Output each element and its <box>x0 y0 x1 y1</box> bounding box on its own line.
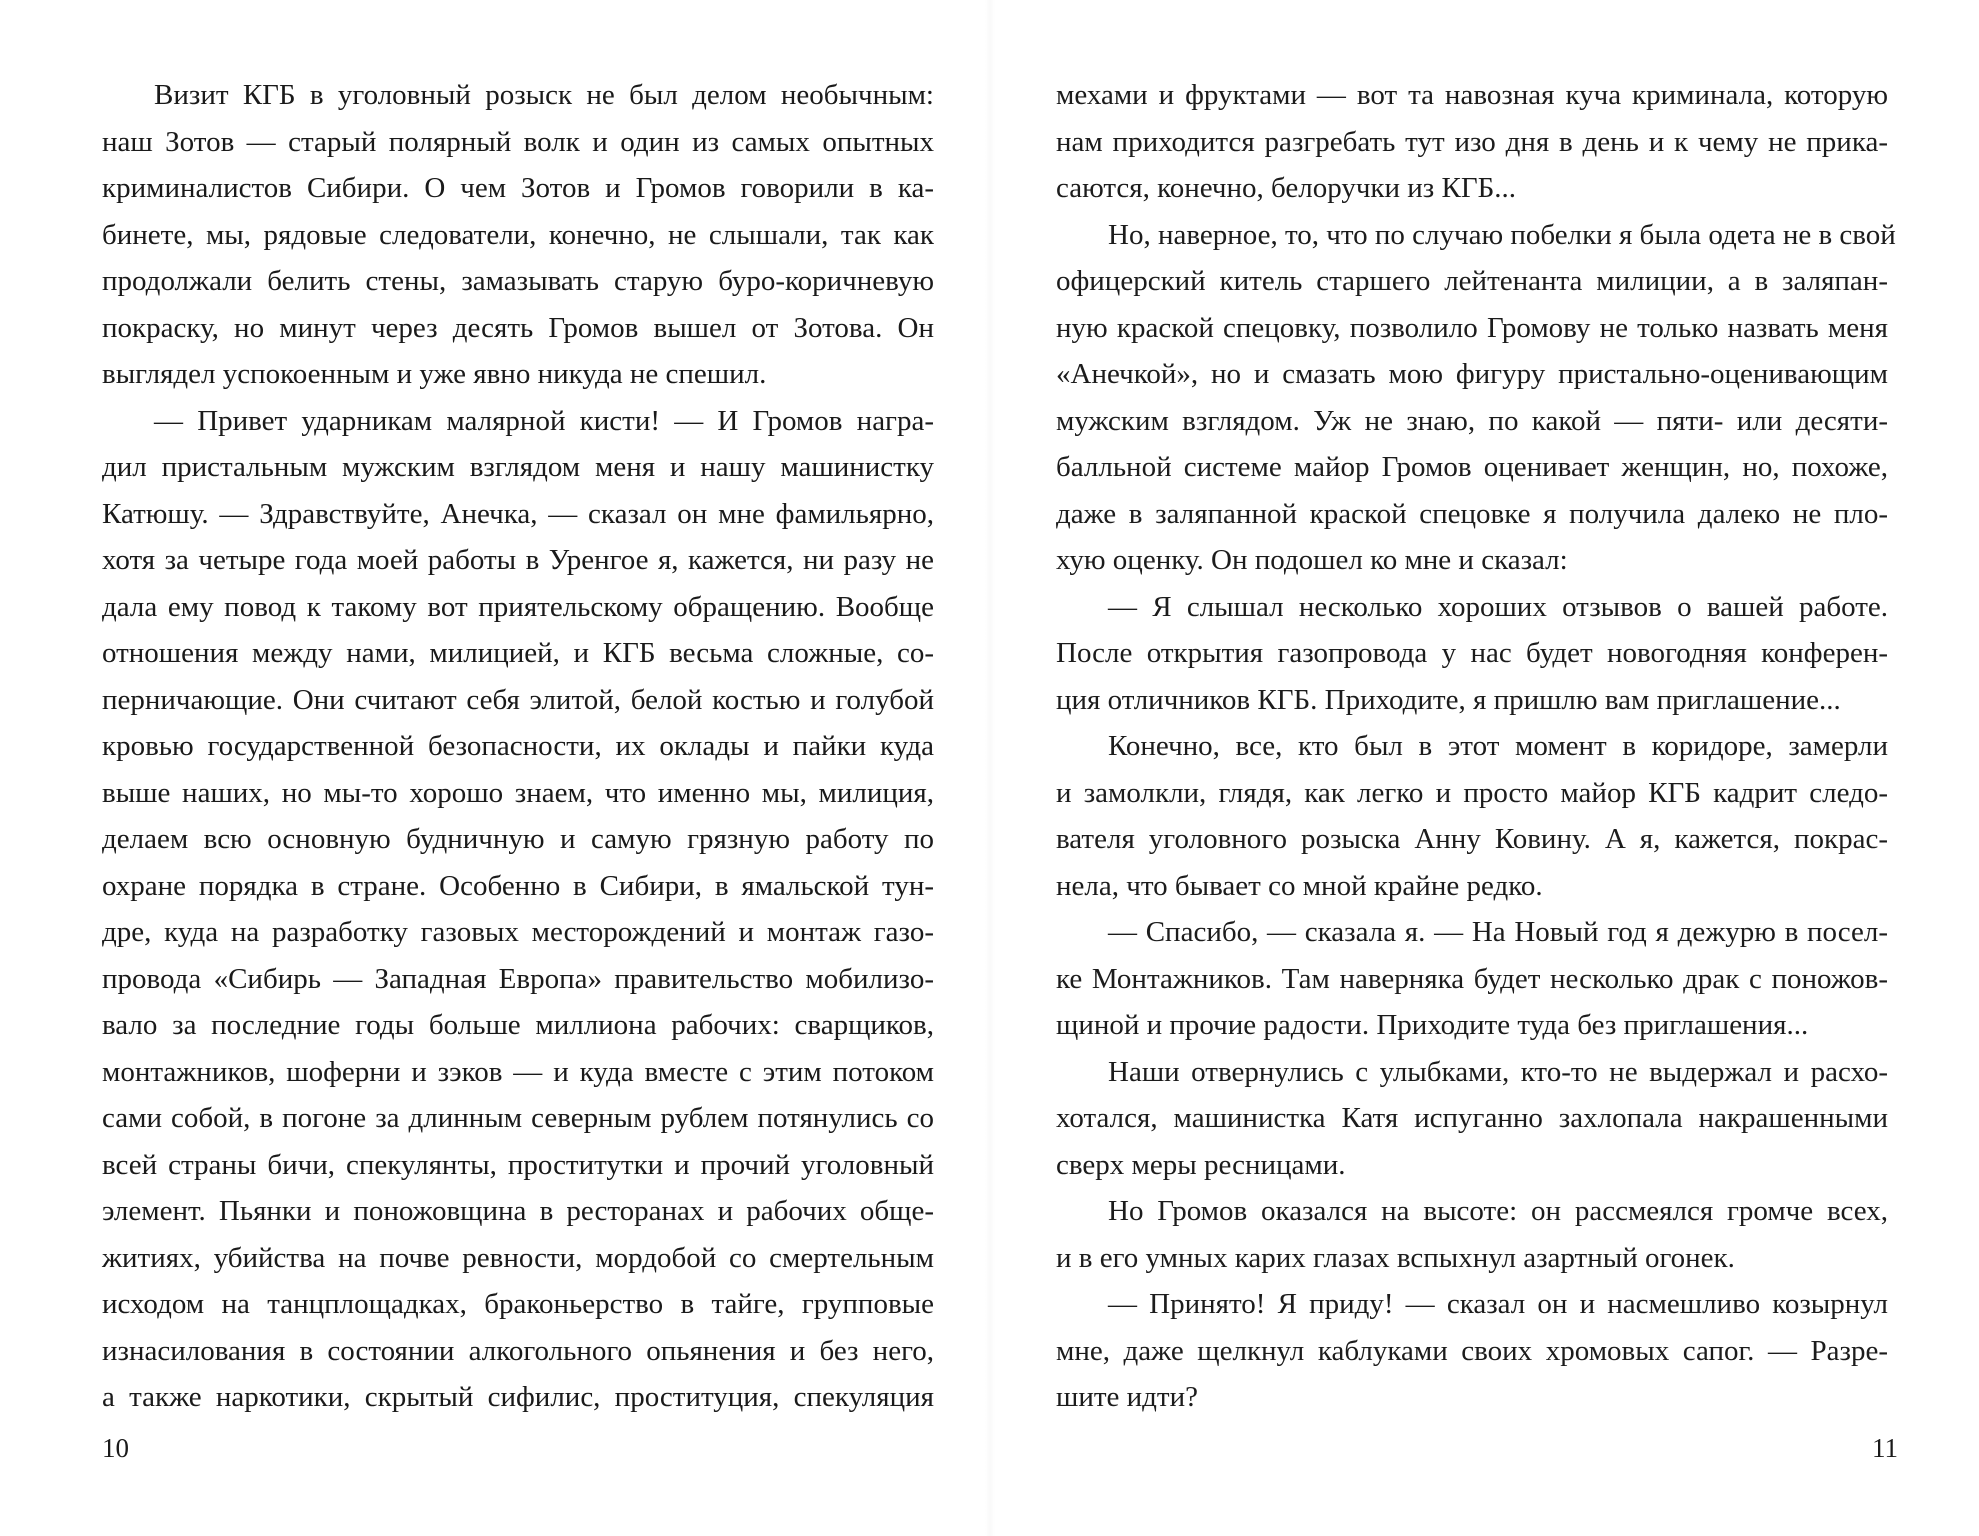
text-line: вателя уголовного розыска Анну Ковину. А я, кажется, покрас- <box>1056 823 1888 855</box>
text-line: мехами и фруктами — вот та навозная куча криминала, которую <box>1056 79 1888 111</box>
text-line: дил пристальным мужским взглядом меня и нашу машинистку <box>102 451 934 483</box>
right-page <box>1056 72 1896 1421</box>
text-line: кровью государственной безопасности, их оклады и пайки куда <box>102 730 934 762</box>
text-line: а также наркотики, скрытый сифилис, проституция, спекуляция <box>102 1381 934 1413</box>
text-line: исходом на танцплощадках, браконьерство в тайге, групповые <box>102 1288 934 1320</box>
text-line: дре, куда на разработку газовых месторождений и монтаж газо- <box>102 916 934 948</box>
text-line: мужским взглядом. Уж не знаю, по какой — пяти- или десяти- <box>1056 404 1888 437</box>
text-line: перничающие. Они считают себя элитой, белой костью и голубой <box>102 683 934 716</box>
page-number-left: 10 <box>102 1433 129 1463</box>
text-line: нам приходится разгребать тут изо дня в день и к чему не прика- <box>1056 125 1888 158</box>
text-line: изнасилования в состоянии алкогольного опьянения и без него, <box>102 1334 934 1367</box>
text-line: саются, конечно, белоручки из КГБ... <box>1056 172 1517 204</box>
text-line: всей страны бичи, спекулянты, проститутки и прочий уголовный <box>102 1148 934 1181</box>
left-page <box>102 72 934 1421</box>
text-line: элемент. Пьянки и поножовщина в ресторанах и рабочих обще- <box>102 1195 934 1227</box>
text-line: провода «Сибирь — Западная Европа» правительство мобилизо- <box>102 962 934 995</box>
text-line: Катюшу. — Здравствуйте, Анечка, — сказал он мне фамильярно, <box>102 497 934 530</box>
text-line: щиной и прочие радости. Приходите туда без приглашения... <box>1056 1009 1809 1041</box>
page-number-right: 11 <box>1872 1433 1898 1463</box>
text-line: хотя за четыре года моей работы в Уренгое я, кажется, ни разу не <box>102 544 934 576</box>
text-line: монтажников, шоферни и зэков — и куда вместе с этим потоком <box>102 1055 934 1088</box>
text-line: охране порядка в стране. Особенно в Сибири, в ямальской тун- <box>102 869 934 902</box>
text-line: шите идти? <box>1056 1381 1198 1413</box>
text-line: хотался, машинистка Катя испуганно захлопала накрашенными <box>1056 1102 1888 1134</box>
text-line: Наши отвернулись с улыбками, кто-то не выдержал и расхо- <box>1108 1055 1888 1088</box>
text-line: выглядел успокоенным и уже явно никуда не спешил. <box>102 358 767 390</box>
book-gutter <box>985 0 995 1536</box>
text-line: сверх меры ресницами. <box>1056 1148 1346 1181</box>
text-line: офицерский китель старшего лейтенанта милиции, а в заляпан- <box>1056 265 1888 297</box>
text-line: вало за последние годы больше миллиона рабочих: сварщиков, <box>102 1009 934 1041</box>
text-line: Но Громов оказался на высоте: он рассмеялся громче всех, <box>1108 1195 1888 1227</box>
text-line: «Анечкой», но и смазать мою фигуру пристально-оценивающим <box>1056 358 1888 390</box>
text-line: мне, даже щелкнул каблуками своих хромовых сапог. — Разре- <box>1056 1334 1888 1367</box>
text-line: продолжали белить стены, замазывать старую буро-коричневую <box>102 265 934 297</box>
text-line: сами собой, в погоне за длинным северным рублем потянулись со <box>102 1102 934 1134</box>
text-line: ке Монтажников. Там наверняка будет несколько драк с поножов- <box>1056 962 1888 995</box>
text-line: ную краской спецовку, позволило Громову не только назвать меня <box>1056 311 1888 344</box>
text-line: выше наших, но мы-то хорошо знаем, что именно мы, милиция, <box>102 776 934 809</box>
text-line: Конечно, все, кто был в этот момент в коридоре, замерли <box>1108 730 1888 762</box>
text-line: даже в заляпанной краской спецовке я получила далеко не пло- <box>1056 497 1888 530</box>
text-line: — Привет ударникам малярной кисти! — И Громов награ- <box>154 404 934 437</box>
text-line: нела, что бывает со мной крайне редко. <box>1056 869 1543 902</box>
text-line: житиях, убийства на почве ревности, мордобой со смертельным <box>102 1241 934 1274</box>
text-line: отношения между нами, милицией, и КГБ весьма сложные, со- <box>102 637 934 669</box>
text-line: криминалистов Сибири. О чем Зотов и Громов говорили в ка- <box>102 172 934 204</box>
text-line: Но, наверное, то, что по случаю побелки я была одета не в свой <box>1108 218 1896 251</box>
text-line: — Спасибо, — сказала я. — На Новый год я дежурю в посел- <box>1108 916 1888 948</box>
text-line: — Принято! Я приду! — сказал он и насмешливо козырнул <box>1108 1288 1888 1320</box>
text-line: хую оценку. Он подошел ко мне и сказал: <box>1056 544 1568 576</box>
text-line: После открытия газопровода у нас будет новогодняя конферен- <box>1056 637 1888 669</box>
text-line: делаем всю основную будничную и самую грязную работу по <box>102 823 934 855</box>
text-line: покраску, но минут через десять Громов вышел от Зотова. Он <box>102 311 934 344</box>
text-line: и замолкли, глядя, как легко и просто майор КГБ кадрит следо- <box>1056 776 1888 809</box>
text-line: дала ему повод к такому вот приятельскому обращению. Вообще <box>102 590 934 623</box>
text-line: и в его умных карих глазах вспыхнул азартный огонек. <box>1056 1241 1735 1274</box>
text-line: наш Зотов — старый полярный волк и один из самых опытных <box>102 125 934 158</box>
text-line: Визит КГБ в уголовный розыск не был делом необычным: <box>154 79 934 111</box>
text-line: — Я слышал несколько хороших отзывов о вашей работе. <box>1108 590 1888 623</box>
text-line: бинете, мы, рядовые следователи, конечно, не слышали, так как <box>102 218 934 251</box>
text-line: балльной системе майор Громов оценивает женщин, но, похоже, <box>1056 451 1888 483</box>
text-line: ция отличников КГБ. Приходите, я пришлю вам приглашение... <box>1056 683 1841 716</box>
